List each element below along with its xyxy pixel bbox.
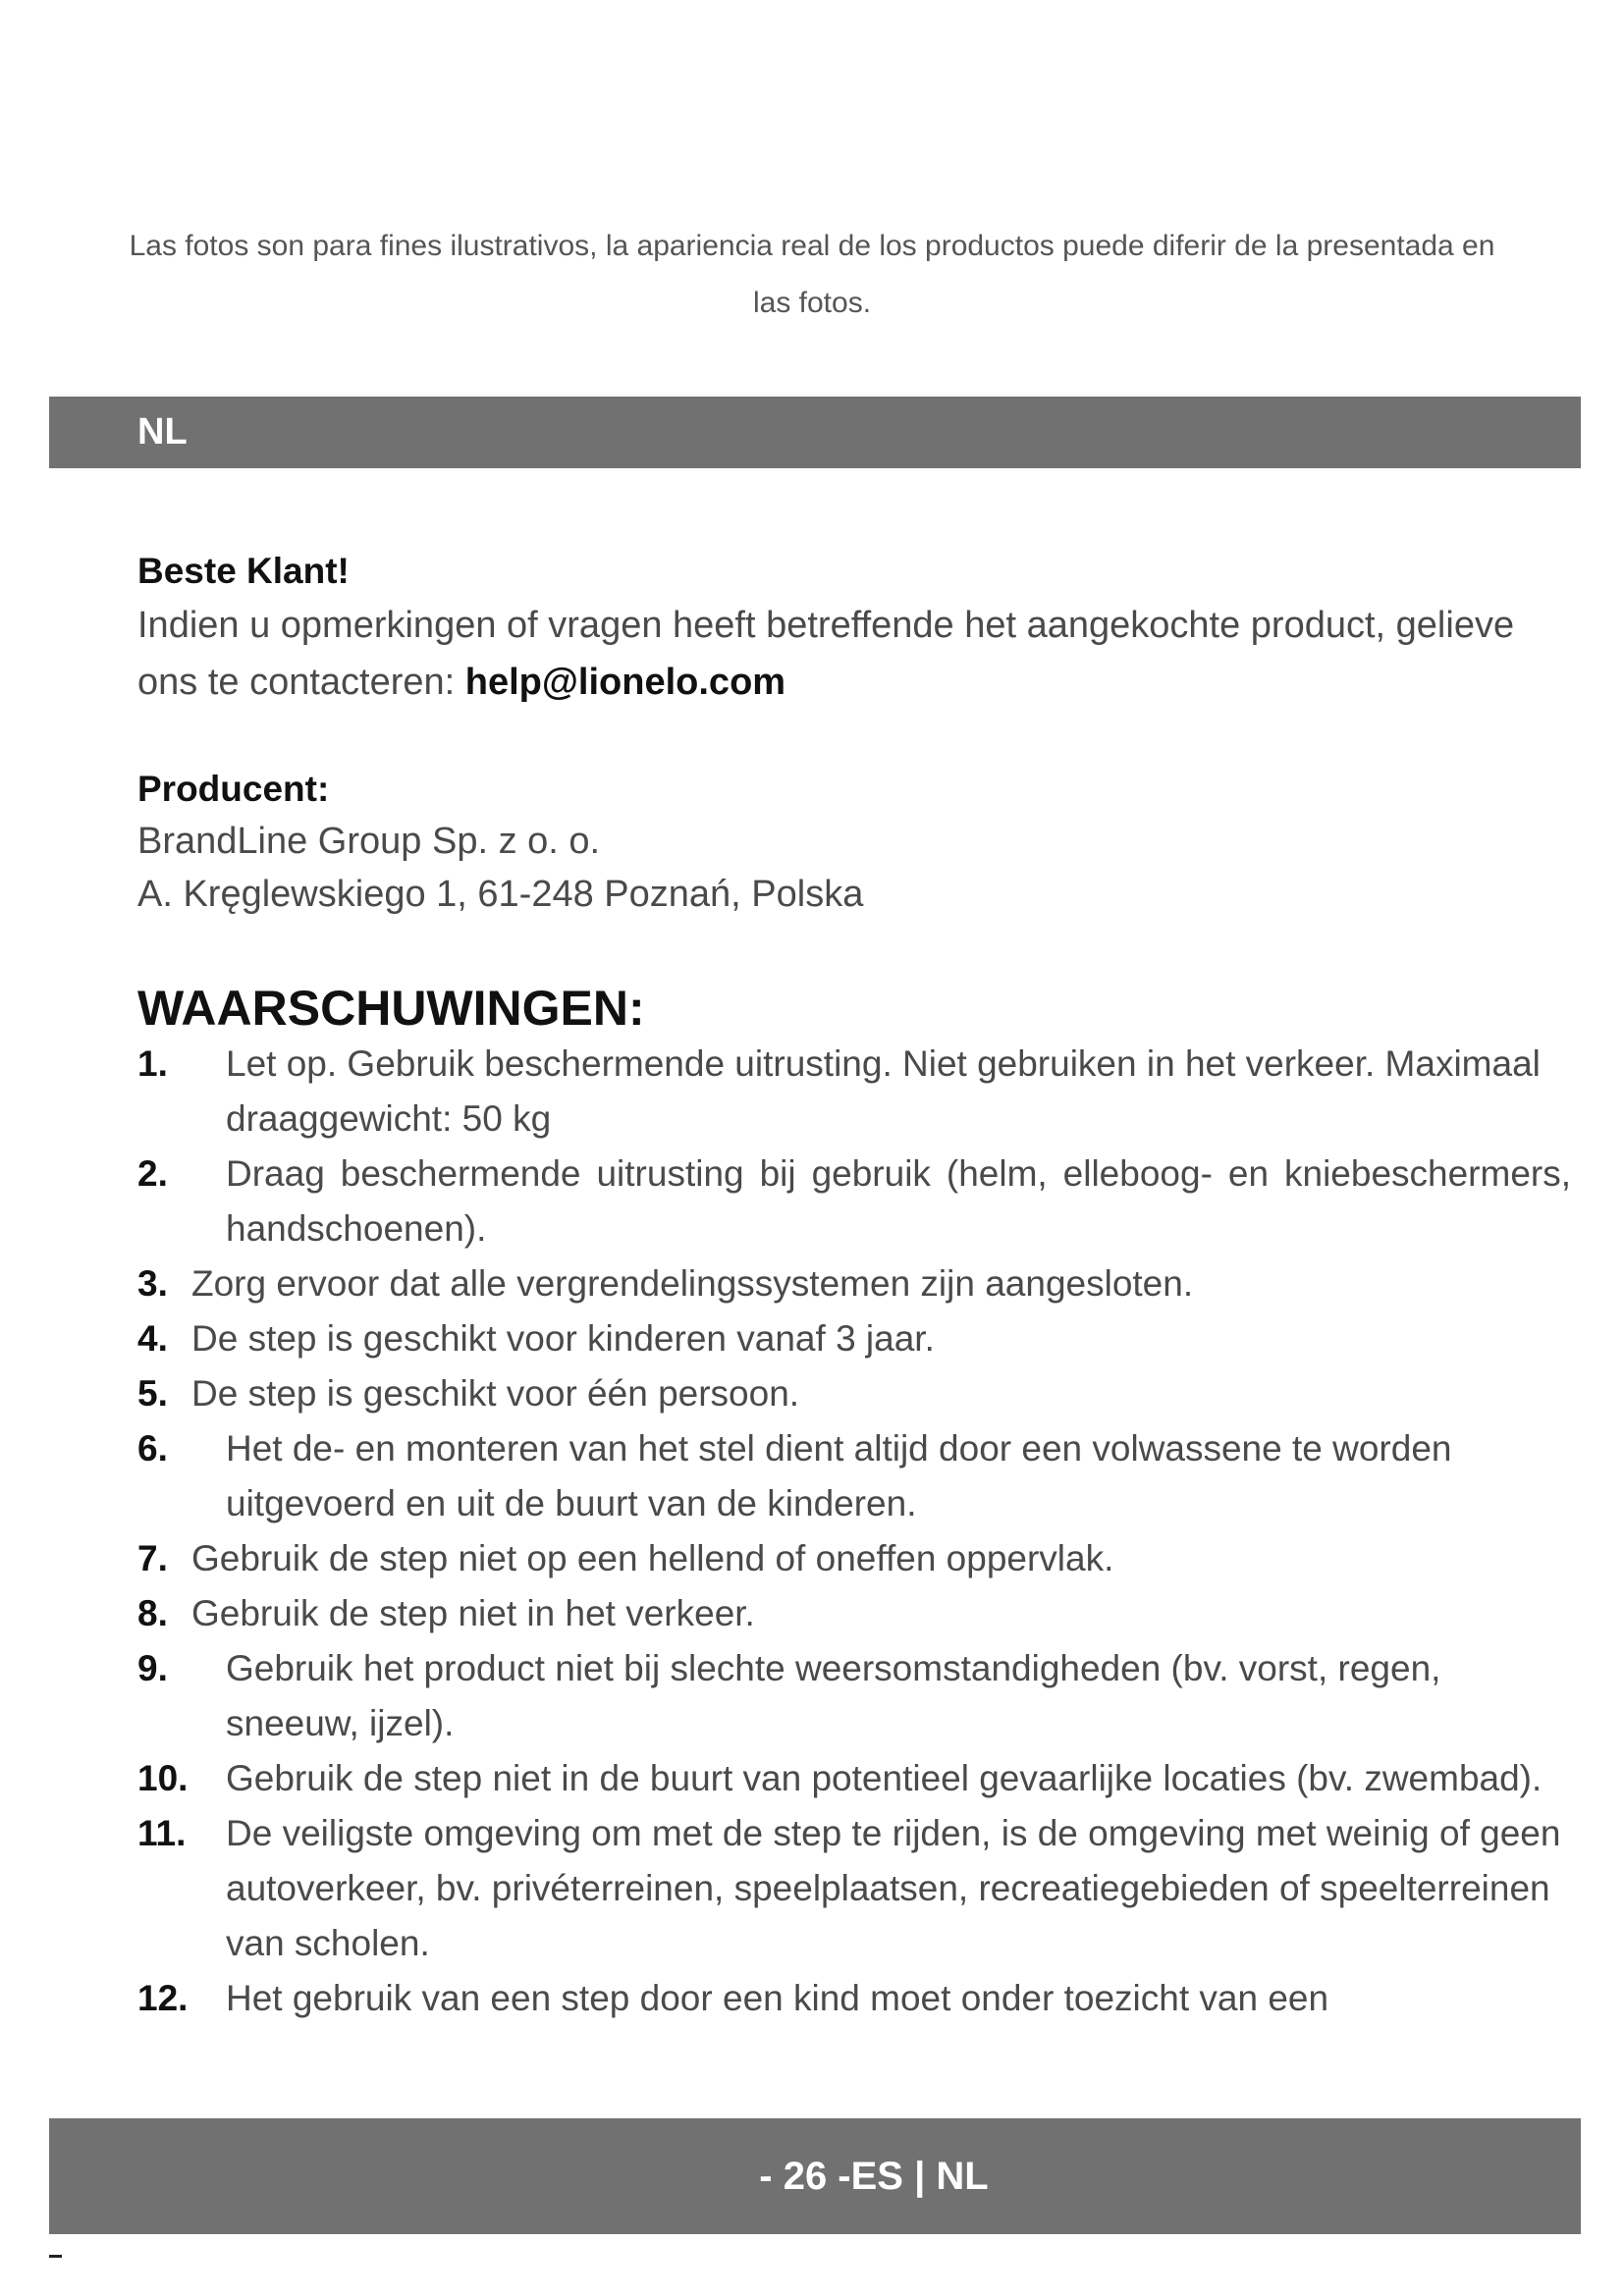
warning-item	[137, 1641, 1571, 1751]
greeting-title: Beste Klant!	[137, 551, 350, 591]
warning-item	[137, 1971, 1571, 2026]
page-number: - 26 -ES | NL	[759, 2155, 989, 2198]
support-email: help@lionelo.com	[464, 662, 786, 703]
warning-item	[137, 1366, 1571, 1421]
warning-number: 8.	[137, 1593, 168, 1633]
warning-text: Zorg ervoor dat alle vergrendelingssystemen zijn aangesloten.	[191, 1263, 1194, 1304]
warning-number: 11.	[137, 1813, 187, 1853]
manufacturer-title: Producent:	[137, 769, 330, 809]
warning-item	[137, 1751, 1571, 1806]
footer-bar	[49, 2118, 1581, 2234]
warning-text: Gebruik de step niet in de buurt van potentieel gevaarlijke locaties (bv. zwembad).	[226, 1758, 1543, 1798]
warning-number: 9.	[137, 1648, 168, 1688]
manufacturer-block	[137, 764, 1532, 921]
warning-number: 4.	[137, 1318, 168, 1359]
warning-item	[137, 1531, 1571, 1586]
warning-item	[137, 1147, 1571, 1256]
warning-item	[137, 1586, 1571, 1641]
warning-item	[137, 1421, 1571, 1531]
warning-number: 12.	[137, 1978, 189, 2018]
warning-text: De step is geschikt voor kinderen vanaf 3 jaar.	[191, 1318, 935, 1359]
warning-text: De step is geschikt voor één persoon.	[191, 1373, 800, 1414]
warning-text: Het de- en monteren van het stel dient altijd door een volwassene te worden uitgevoerd en uit de buurt van de kinderen.	[226, 1428, 1452, 1523]
warning-text: Het gebruik van een step door een kind moet onder toezicht van een	[226, 1978, 1329, 2018]
warnings-list	[137, 1037, 1571, 2026]
warning-number: 2.	[137, 1153, 168, 1194]
warning-text: De veiligste omgeving om met de step te rijden, is de omgeving met weinig of geen autoverkeer, bv. privéterreinen, speelplaatsen, recreatiegebieden of speelterreinen van scholen.	[226, 1813, 1561, 1963]
warning-number: 7.	[137, 1538, 168, 1578]
warning-text: Let op. Gebruik beschermende uitrusting. Niet gebruiken in het verkeer. Maximaal draaggewicht: 50 kg	[226, 1043, 1541, 1139]
language-header-bar	[49, 397, 1581, 468]
warning-number: 6.	[137, 1428, 168, 1468]
manufacturer-address: A. Kręglewskiego 1, 61-248 Poznań, Polska	[137, 874, 864, 915]
warning-number: 10.	[137, 1758, 189, 1798]
greeting-body: Indien u opmerkingen of vragen heeft betreffende het aangekochte product, gelieve ons te contacteren:	[137, 605, 1515, 703]
warning-text: Gebruik het product niet bij slechte weersomstandigheden (bv. vorst, regen, sneeuw, ijzel).	[226, 1648, 1441, 1743]
corner-mark	[49, 2255, 62, 2258]
warning-text: Gebruik de step niet op een hellend of oneffen oppervlak.	[191, 1538, 1114, 1578]
warning-item	[137, 1256, 1571, 1311]
manufacturer-name: BrandLine Group Sp. z o. o.	[137, 821, 601, 862]
warning-item	[137, 1037, 1571, 1147]
language-label: NL	[137, 411, 188, 453]
warning-number: 3.	[137, 1263, 168, 1304]
warning-text: Draag beschermende uitrusting bij gebruik (helm, elleboog- en kniebeschermers, handschoenen).	[226, 1153, 1571, 1249]
warning-item	[137, 1311, 1571, 1366]
warnings-heading: WAARSCHUWINGEN:	[137, 981, 645, 1036]
warning-text: Gebruik de step niet in het verkeer.	[191, 1593, 755, 1633]
greeting-text	[137, 597, 1532, 711]
warning-number: 5.	[137, 1373, 168, 1414]
warning-number: 1.	[137, 1043, 168, 1084]
customer-greeting	[137, 546, 1532, 711]
warning-item	[137, 1806, 1571, 1971]
photo-disclaimer: Las fotos son para fines ilustrativos, la apariencia real de los productos puede diferir de la presentada en las fotos.	[129, 230, 1495, 319]
